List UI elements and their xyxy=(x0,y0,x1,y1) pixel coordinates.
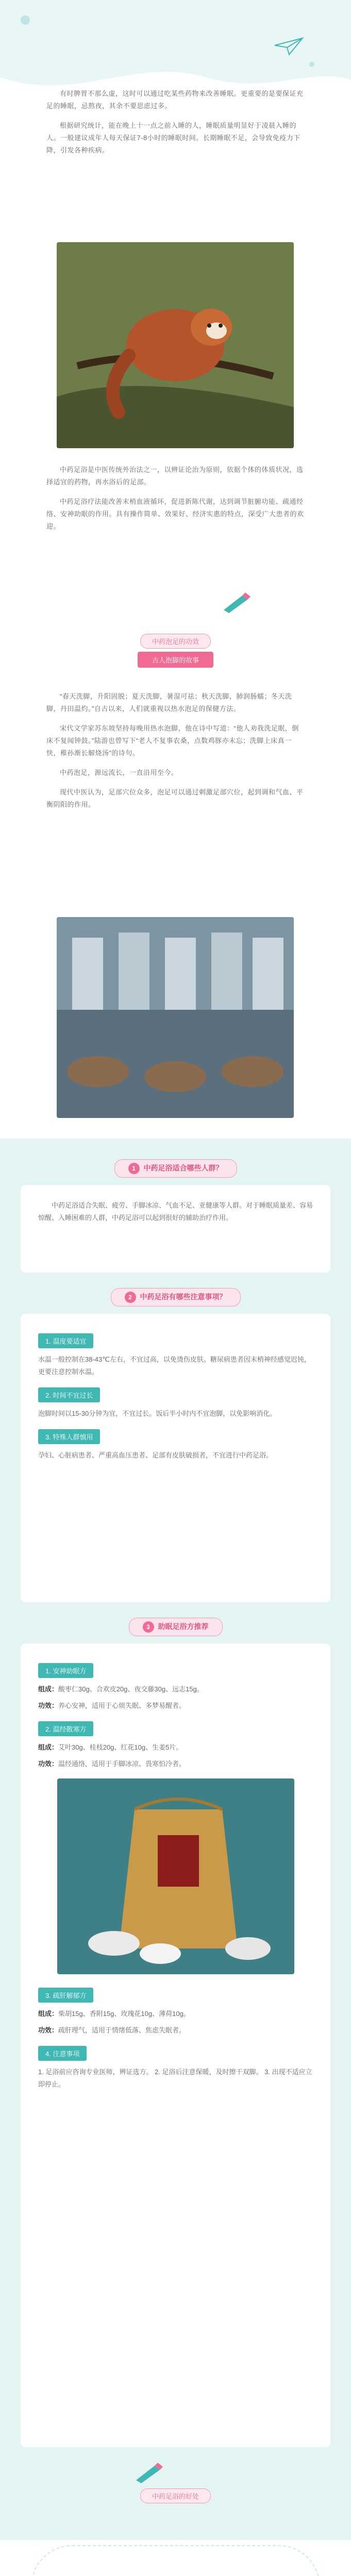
question-title: 3 助眠足浴方推荐 xyxy=(129,1618,223,1636)
subheading: 1. 安神助眠方 xyxy=(38,1663,93,1678)
section-tag-filled: 古人泡脚的故事 xyxy=(138,652,213,668)
story-section xyxy=(0,690,351,818)
recipe-effect: 功效：养心安神，适用于心烦失眠、多梦易醒者。 xyxy=(38,1702,186,1709)
foot-bath-intro-section xyxy=(0,464,351,540)
subheading: 1. 温度要适宜 xyxy=(38,1333,93,1348)
section-tag-outline: 中药足浴的好处 xyxy=(140,2488,211,2503)
recipe-effect: 功效：温经通络，适用于手脚冰凉、畏寒怕冷者。 xyxy=(38,1760,186,1768)
closing-text xyxy=(63,2574,288,2576)
body-paragraph: 中药足浴是中医传统外治法之一，以辨证论治为原则，依据个体的体质状况，选择适宜的药物，再水浴后的足部。 xyxy=(46,466,304,486)
pencil-icon xyxy=(222,592,253,613)
end-tag xyxy=(0,2488,351,2503)
answer-text: 水温一般控制在38-43℃左右，不宜过高，以免烫伤皮肤。糖尿病患者因末梢神经感觉迟钝，更要注意控制水温。 xyxy=(38,1355,311,1376)
intro-paragraph: 有时脾胃不那么虚，这时可以通过吃某些药物来改善睡眠。更重要的是要保证充足的睡眠，忌熬夜，其余不要思虑过多。 xyxy=(46,90,304,110)
subheading: 3. 疏肝解郁方 xyxy=(38,1988,93,2003)
decorative-circle xyxy=(309,62,314,67)
answer-text: 中药足浴适合失眠、疲劳、手脚冰凉、气血不足、亚健康等人群。对于睡眠质量差、容易惊醒、入睡困难的人群，中药足浴可以起到很好的辅助治疗作用。 xyxy=(38,1201,313,1222)
story-paragraph: “春天洗脚，升阳固脱；夏天洗脚，暑湿可祛；秋天洗脚，肺润肠蠕；冬天洗脚，丹田温灼。”自古以来，人们就重视以热水泡足的保健方法。 xyxy=(46,692,292,713)
intro-paragraph: 根据研究统计，能在晚上十一点之前入睡的人，睡眠质量明显好于凌晨入睡的人。一般建议成年人每天保证7-8小时的睡眠时间。长期睡眠不足，会导致免疫力下降，引发各种疾病。 xyxy=(46,122,300,154)
subheading: 4. 注意事项 xyxy=(38,2046,87,2061)
intro-section xyxy=(0,88,351,164)
section-tag-group xyxy=(0,634,351,668)
notes-text: 1. 足浴前应咨询专业医师，辨证选方。 2. 足浴后注意保暖，及时擦干双脚。 3. 出现不适应立即停止。 xyxy=(38,2068,312,2088)
recipe-ingredients: 组成：柴胡15g、香附15g、玫瑰花10g、薄荷10g。 xyxy=(38,2010,190,2018)
pencil-icon xyxy=(134,2463,165,2483)
story-paragraph: 中药泡足，源远流长，一直沿用至今。 xyxy=(60,769,178,776)
answer-card-3 xyxy=(21,1643,330,2447)
paper-plane-icon xyxy=(274,36,305,57)
answer-text: 孕妇、心脏病患者、严重高血压患者、足部有皮肤破损者，不宜进行中药足浴。 xyxy=(38,1451,273,1459)
answer-card-2 xyxy=(21,1314,330,1602)
question-title: 2 中药足浴有哪些注意事项？ xyxy=(111,1288,241,1307)
subheading: 2. 时间不宜过长 xyxy=(38,1387,100,1402)
closing-summary xyxy=(31,2545,320,2576)
question-title: 1 中药足浴适合哪些人群？ xyxy=(114,1159,237,1178)
story-paragraph: 现代中医认为，足部穴位众多，泡足可以通过刺激足部穴位，起到调和气血、平衡阴阳的作用。 xyxy=(46,788,304,808)
body-paragraph: 中药足浴疗法能改善末梢血液循环，促进新陈代谢，达到调节脏腑功能、疏通经络、安神助眠的作用。具有操作简单、效果好、经济实惠的特点，深受广大患者的欢迎。 xyxy=(46,498,304,530)
answer-text: 泡脚时间以15-30分钟为宜，不宜过长。饭后半小时内不宜泡脚，以免影响消化。 xyxy=(38,1410,277,1417)
answer-card-1 xyxy=(21,1185,330,1273)
recipe-effect: 功效：疏肝理气，适用于情绪低落、焦虑失眠者。 xyxy=(38,2026,186,2034)
foot-bath-photo xyxy=(57,917,294,1118)
subheading: 2. 温经散寒方 xyxy=(38,1721,93,1736)
red-panda-photo xyxy=(57,242,294,448)
section-tag-outline: 中药泡足的功效 xyxy=(140,634,211,649)
question-pill-2 xyxy=(0,1288,351,1307)
decorative-circle xyxy=(21,15,30,25)
question-pill-3 xyxy=(0,1618,351,1636)
recipe-ingredients: 组成：艾叶30g、桂枝20g、红花10g、生姜5片。 xyxy=(38,1743,183,1751)
recipe-ingredients: 组成：酸枣仁30g、合欢皮20g、夜交藤30g、远志15g。 xyxy=(38,1685,204,1693)
herbal-bag-photo xyxy=(57,1778,294,1974)
question-pill-1 xyxy=(0,1159,351,1178)
story-paragraph: 宋代文学家苏东坡坚持每晚用热水泡脚，他在诗中写道：“他人劝我洗足眠，倒床不复闻钟鼓。”陆游也曾写下“老人不复事农桑，点数鸡豚亦未忘；洗脚上床真一快，稚孙渐长解烧汤”的诗句。 xyxy=(46,724,299,757)
subheading: 3. 特殊人群慎用 xyxy=(38,1429,100,1444)
